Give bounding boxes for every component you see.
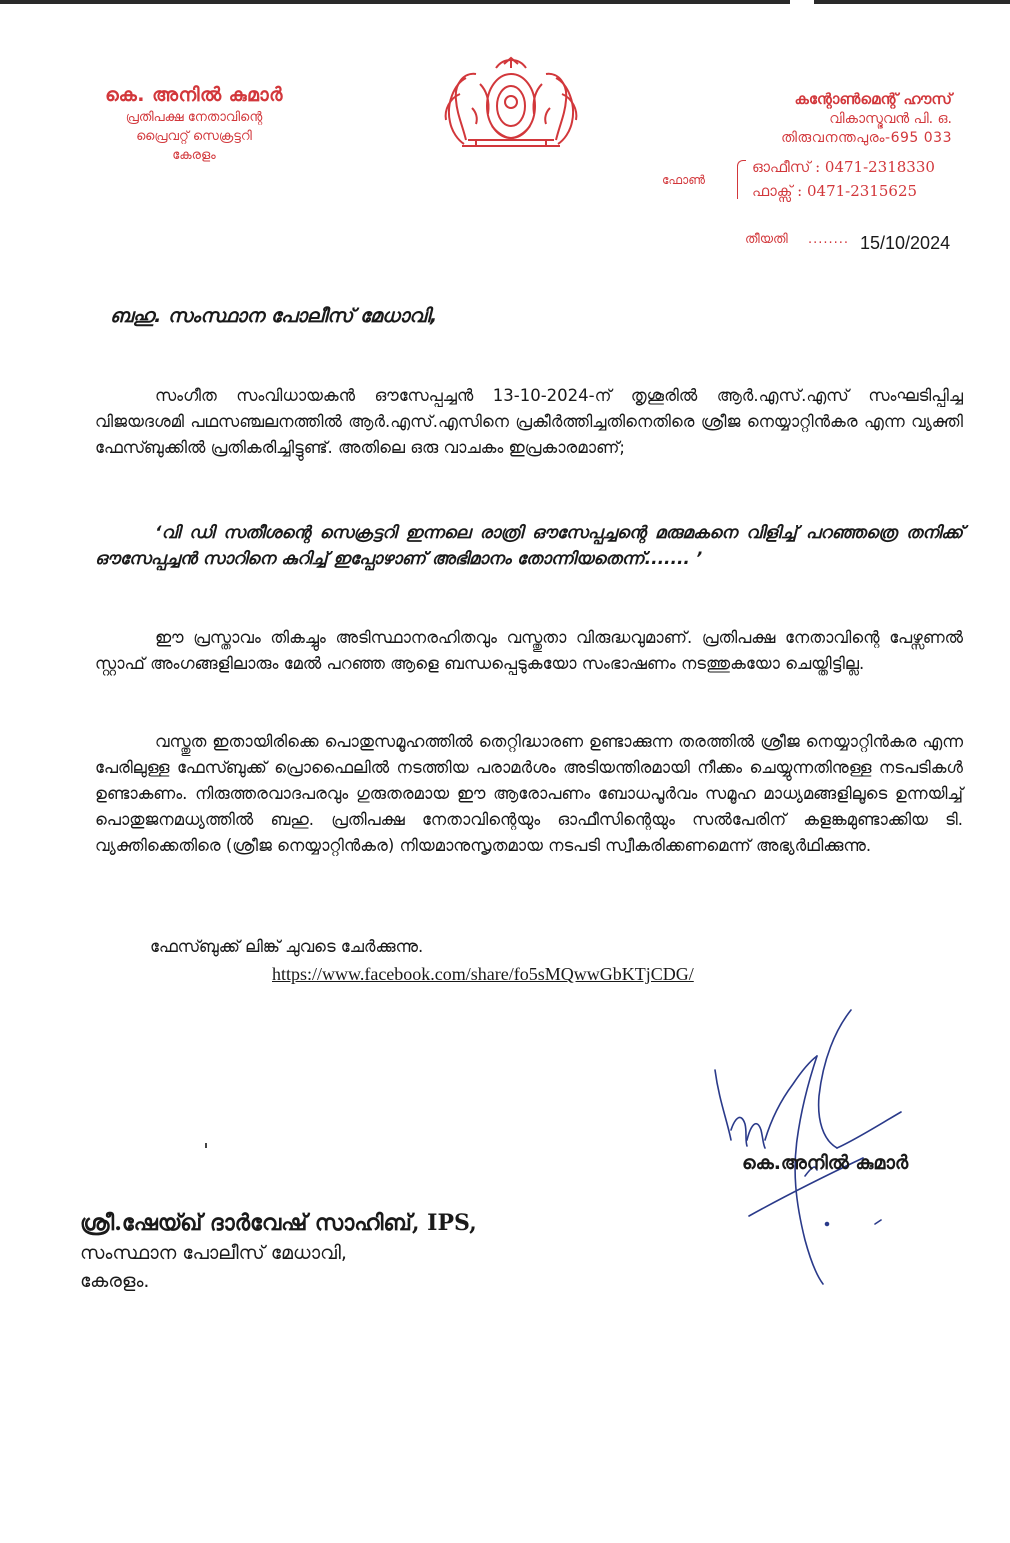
office-phone: ഓഫീസ് : 0471-2318330 (752, 158, 935, 176)
top-border-gap (790, 0, 814, 4)
stray-mark (205, 1143, 207, 1148)
kerala-emblem-icon (436, 54, 586, 152)
sender-designation-2: പ്രൈവറ്റ് സെക്രട്ടറി (136, 129, 252, 144)
recipient-block (80, 1210, 477, 1292)
facebook-link[interactable]: https://www.facebook.com/share/fo5sMQwwGbKTjCDG/ (272, 964, 694, 984)
recipient-title: സംസ്ഥാന പോലീസ് മേധാവി, (80, 1242, 347, 1264)
handwritten-signature-icon (705, 1000, 915, 1290)
address-line-3: തിരുവനന്തപുരം-695 033 (781, 130, 952, 146)
salutation: ബഹു. സംസ്ഥാന പോലീസ് മേധാവി, (110, 305, 438, 327)
date-label: തീയതി (745, 232, 788, 247)
sender-state: കേരളം (172, 148, 216, 163)
phone-label: ഫോൺ (662, 173, 706, 187)
address-line-2: വികാസ്ഭവൻ പി. ഒ. (829, 111, 952, 127)
paragraph-3 (95, 729, 963, 859)
sender-designation: പ്രതിപക്ഷ നേതാവിന്റെ (125, 110, 263, 125)
signatory-name: കെ.അനിൽ കുമാർ (742, 1152, 909, 1174)
address-line-1: കന്റോൺമെന്റ് ഹൗസ് (794, 90, 952, 108)
quoted-statement-text: ‘വി ഡി സതീശന്റെ സെക്രട്ടറി ഇന്നലെ രാത്രി ഔസേപ്പച്ചന്റെ മരുമകനെ വിളിച്ച് പറഞ്ഞത്രെ തനിക്ക് ഔസേപ്പച്ചൻ സാറിനെ കുറിച്ച് ഇപ്പോഴാണ് അഭിമാനം തോന്നിയതെന്ന്....... ’ (95, 523, 963, 569)
paragraph-1 (95, 383, 963, 461)
recipient-name: ശ്രീ.ഷേയ്ഖ് ദാർവേഷ് സാഹിബ്, IPS, (80, 1210, 477, 1236)
paragraph-3-text: വസ്തുത ഇതായിരിക്കെ പൊതുസമൂഹത്തിൽ തെറ്റിദ്ധാരണ ഉണ്ടാക്കുന്ന തരത്തിൽ ശ്രീജ നെയ്യാറ്റിൻകര എന്ന പേരിലുള്ള ഫേസ്ബുക്ക് പ്രൊഫൈലിൽ നടത്തിയ പരാമർശം അടിയന്തിരമായി നീക്കം ചെയ്യുന്നതിനുള്ള നടപടികൾ ഉണ്ടാകണം. നിരുത്തരവാദപരവും ഗുരുതരമായ ഈ ആരോപണം ബോധപൂർവം സമൂഹ മാധ്യമങ്ങളിലൂടെ ഉന്നയിച്ച് പൊതുജനമധ്യത്തിൽ ബഹു. പ്രതിപക്ഷ നേതാവിന്റെയും ഓഫീസിന്റെയും സൽപേരിന് കളങ്കമുണ്ടാക്കിയ ടി. വ്യക്തിക്കെതിരെ (ശ്രീജ നെയ്യാറ്റിൻകര) നിയമാനുസൃതമായ നടപടി സ്വീകരിക്കണമെന്ന് അഭ്യർഥിക്കുന്നു. (95, 732, 963, 855)
paragraph-2 (95, 625, 963, 677)
recipient-state: കേരളം. (80, 1270, 150, 1292)
facebook-note: ഫേസ്ബുക്ക് ലിങ്ക് ചുവടെ ചേർക്കുന്നു. (150, 937, 424, 956)
letterhead-right (640, 90, 952, 146)
sender-name: കെ. അനിൽ കുമാർ (105, 84, 283, 106)
phone-brace (737, 160, 746, 199)
date-dots: ........ (808, 232, 850, 247)
paragraph-1-text: സംഗീത സംവിധായകൻ ഔസേപ്പച്ചൻ 13-10-2024-ന് തൃശൂരിൽ ആർ.എസ്.എസ് സംഘടിപ്പിച്ച വിജയദശമി പഥസഞ്ചലനത്തിൽ ആർ.എസ്.എസിനെ പ്രകീർത്തിച്ചതിനെതിരെ ശ്രീജ നെയ്യാറ്റിൻകര എന്ന വ്യക്തി ഫേസ്ബുക്കിൽ പ്രതികരിച്ചിട്ടുണ്ട്. അതിലെ ഒരു വാചകം ഇപ്രകാരമാണ്; (95, 386, 963, 457)
paragraph-2-text: ഈ പ്രസ്താവം തികച്ചും അടിസ്ഥാനരഹിതവും വസ്തുതാ വിരുദ്ധവുമാണ്. പ്രതിപക്ഷ നേതാവിന്റെ പേഴ്സണൽ സ്റ്റാഫ് അംഗങ്ങളിലാരും മേൽ പറഞ്ഞ ആളെ ബന്ധപ്പെടുകയോ സംഭാഷണം നടത്തുകയോ ചെയ്തിട്ടില്ല. (95, 628, 963, 673)
quoted-statement (95, 520, 963, 572)
letter-date: 15/10/2024 (860, 233, 951, 253)
letterhead-left (66, 84, 322, 163)
fax-number: ഫാക്സ് : 0471-2315625 (752, 182, 918, 200)
top-border-line (0, 0, 1010, 4)
